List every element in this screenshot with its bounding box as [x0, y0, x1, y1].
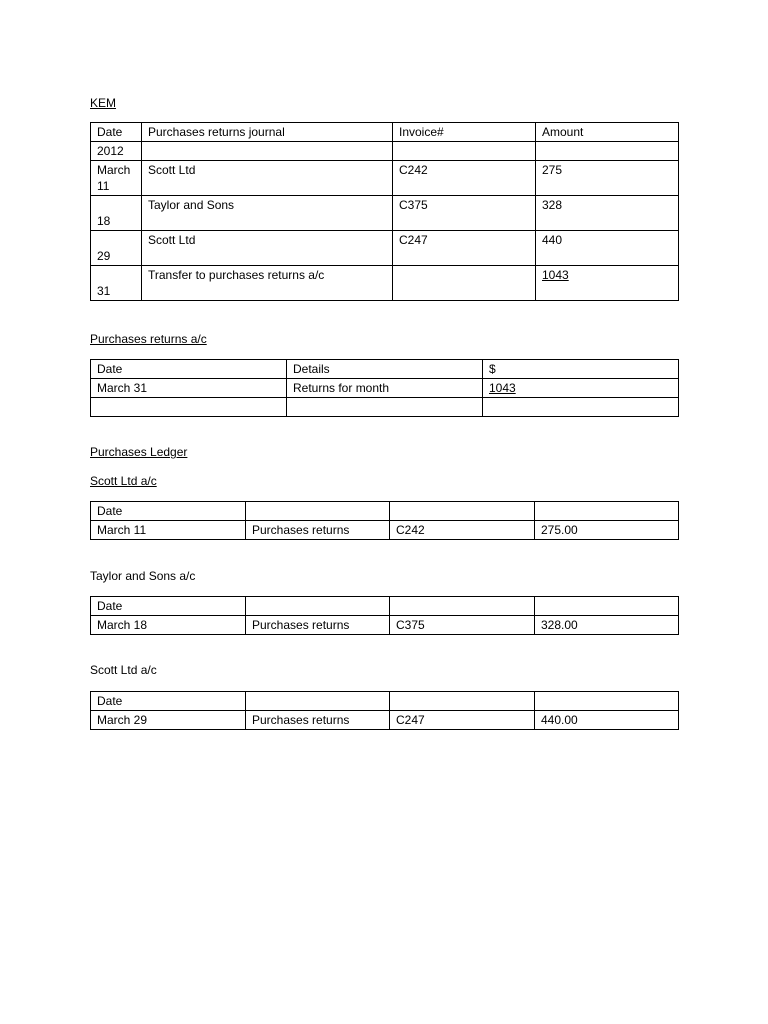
amount-cell [536, 266, 679, 301]
returns-account-title: Purchases returns a/c [90, 332, 207, 346]
amount-cell: 275 [536, 161, 679, 196]
header-dollar: $ [483, 360, 679, 379]
name-cell: Taylor and Sons [142, 196, 393, 231]
name-cell: Scott Ltd [142, 231, 393, 266]
table-row [91, 231, 679, 266]
details-cell: Returns for month [287, 379, 483, 398]
header-date: Date [91, 360, 287, 379]
table-row [91, 161, 679, 196]
ledger-account-title: Scott Ltd a/c [90, 474, 157, 488]
returns-amount: 1043 [489, 381, 516, 395]
details-cell: Purchases returns [246, 521, 390, 540]
invoice-cell [393, 266, 536, 301]
name-cell: Scott Ltd [142, 161, 393, 196]
amount-cell: 275.00 [535, 521, 679, 540]
date-cell: 31 [91, 266, 142, 301]
table-row [91, 616, 679, 635]
header-date: Date [91, 123, 142, 142]
amount-cell: 440 [536, 231, 679, 266]
table-row [91, 711, 679, 730]
table-row [91, 196, 679, 231]
amount-cell: 440.00 [535, 711, 679, 730]
date-cell: March 11 [91, 161, 142, 196]
document-title: KEM [90, 96, 117, 110]
amount-cell: 328.00 [535, 616, 679, 635]
ledger-title: Purchases Ledger [90, 445, 188, 459]
details-cell: Purchases returns [246, 616, 390, 635]
header-journal: Purchases returns journal [142, 123, 393, 142]
name-cell: Transfer to purchases returns a/c [142, 266, 393, 301]
table-header-row [91, 597, 679, 616]
date-cell: 18 [91, 196, 142, 231]
purchases-returns-journal-table [90, 122, 679, 301]
table-header-row [91, 502, 679, 521]
date-cell: March 18 [91, 616, 246, 635]
table-row [91, 266, 679, 301]
invoice-cell: C242 [390, 521, 535, 540]
ledger-account-table [90, 596, 679, 635]
invoice-cell: C375 [390, 616, 535, 635]
header-details: Details [287, 360, 483, 379]
invoice-cell: C375 [393, 196, 536, 231]
header-invoice: Invoice# [393, 123, 536, 142]
date-cell: March 29 [91, 711, 246, 730]
invoice-cell: C242 [393, 161, 536, 196]
year-cell: 2012 [91, 142, 142, 161]
header-date: Date [91, 692, 246, 711]
table-row [91, 521, 679, 540]
table-header-row [91, 360, 679, 379]
table-header-row [91, 123, 679, 142]
ledger-account-title: Scott Ltd a/c [90, 663, 157, 677]
details-cell: Purchases returns [246, 711, 390, 730]
amount-cell [483, 379, 679, 398]
header-amount: Amount [536, 123, 679, 142]
ledger-account-table [90, 501, 679, 540]
ledger-account-table [90, 691, 679, 730]
invoice-cell: C247 [393, 231, 536, 266]
table-row [91, 142, 679, 161]
total-amount: 1043 [542, 268, 569, 282]
date-cell: March 11 [91, 521, 246, 540]
date-cell: 29 [91, 231, 142, 266]
header-date: Date [91, 597, 246, 616]
table-row [91, 379, 679, 398]
invoice-cell: C247 [390, 711, 535, 730]
ledger-account-title: Taylor and Sons a/c [90, 569, 196, 583]
date-cell: March 31 [91, 379, 287, 398]
header-date: Date [91, 502, 246, 521]
amount-cell: 328 [536, 196, 679, 231]
table-row [91, 398, 679, 417]
returns-account-table [90, 359, 679, 417]
table-header-row [91, 692, 679, 711]
